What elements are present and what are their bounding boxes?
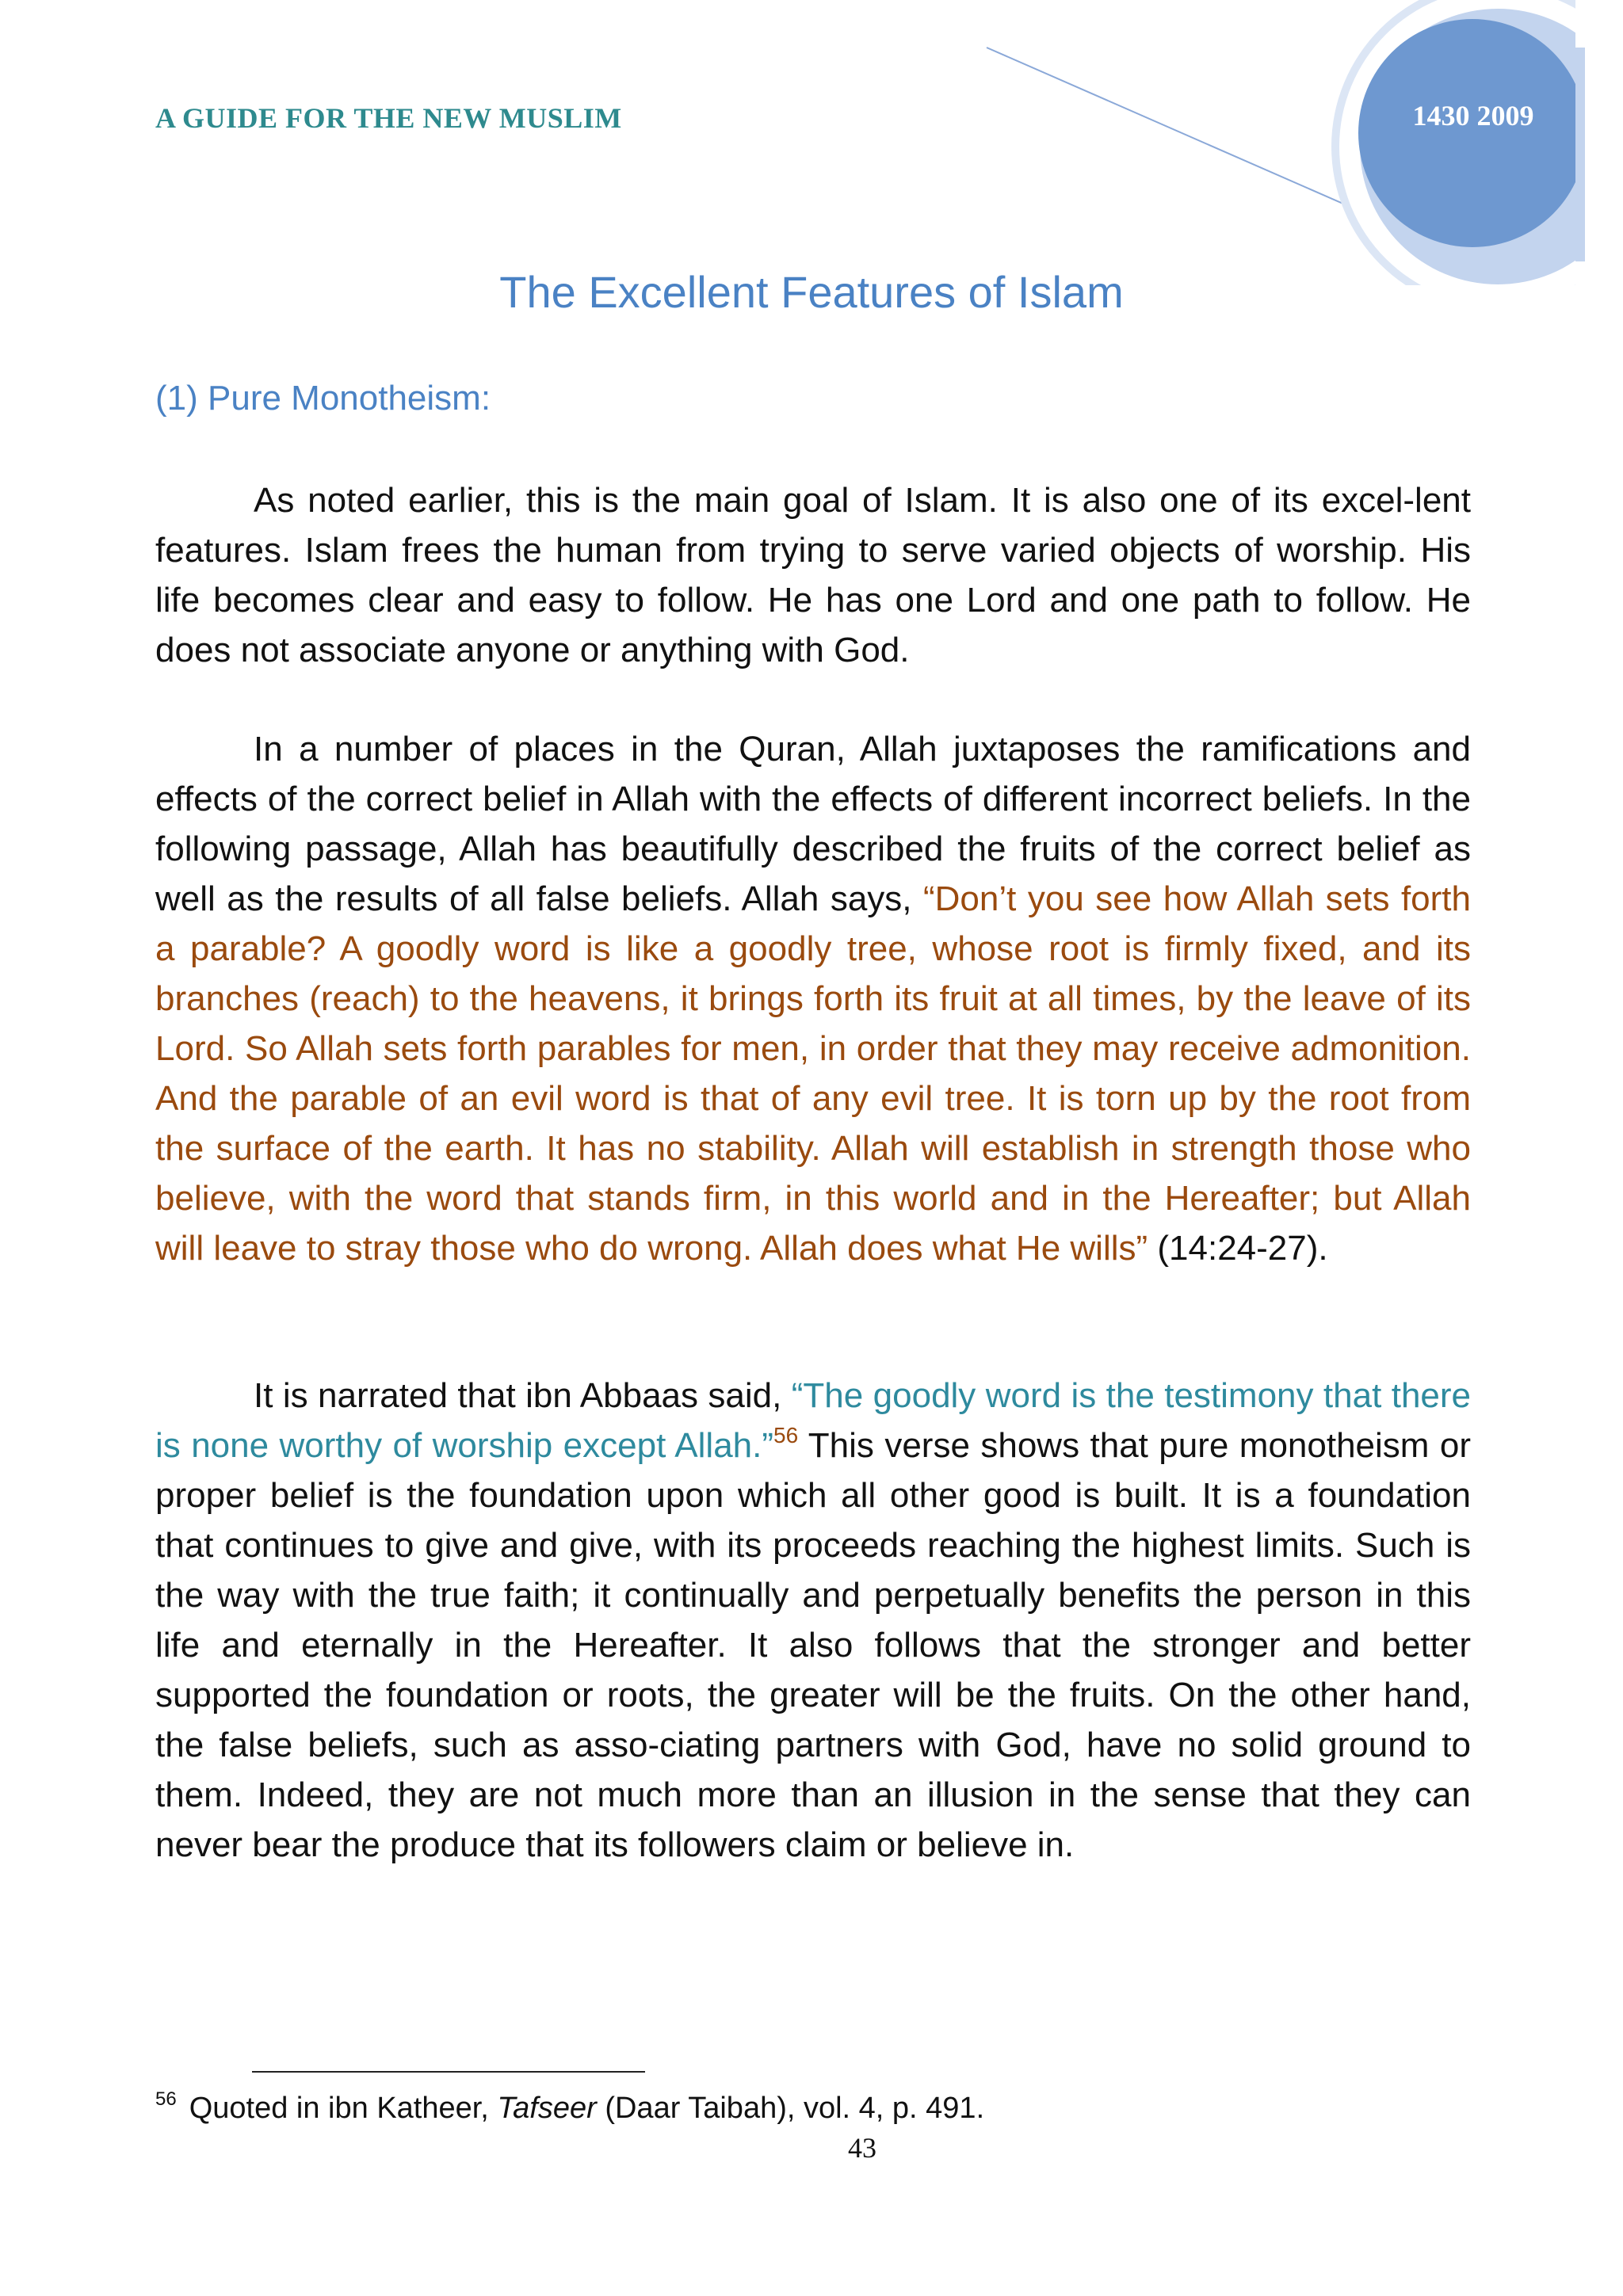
footnote	[155, 2088, 985, 2126]
footnote-number: 56	[155, 2088, 177, 2110]
paragraph-1	[155, 475, 1471, 675]
footnote-text: Quoted in ibn Katheer,	[189, 2092, 498, 2125]
quran-quote: “Don’t you see how Allah sets forth a parable? A goodly word is like a goodly tree, whose root is firmly fixed, and its branches (reach) to the heavens, it brings forth its fruit at all times, by the leave of its Lord. So Allah sets forth parables for men, in order that they may receive admonition. And the parable of an evil word is that of any evil tree. It is torn up by the root from the surface of the earth. It has no stability. Allah will establish in strength those who believe, with the word that stands firm, in this world and in the Hereafter; but Allah will leave to stray those who do wrong. Allah does what He wills”	[155, 879, 1471, 1268]
paragraph-3-text: It is narrated that ibn Abbaas said,	[254, 1376, 792, 1415]
footnote-italic: Tafseer	[497, 2092, 597, 2125]
page-title: The Excellent Features of Islam	[499, 267, 1124, 317]
footnote-text-end: (Daar Taibah), vol. 4, p. 491.	[596, 2092, 985, 2125]
header-title: A GUIDE FOR THE NEW MUSLIM	[155, 102, 622, 134]
paragraph-2-text: In a number of places in the Quran, Allah juxtaposes the ramifications and effects of the correct belief in Allah with the effects of different incorrect beliefs. In the following passage, Allah has beautifully described the fruits of the correct belief as well as the results of all false beliefs. Allah says,	[155, 730, 1471, 918]
paragraph-3-rest: This verse shows that pure monotheism or proper belief is the foundation upon which all other good is built. It is a foundation that continues to give and give, with its proceeds reaching the highest limits. Such is the way with the true faith; it continually and perpetually benefits the person in this life and eternally in the Hereafter. It also follows that the stronger and better supported the foundation or roots, the greater will be the fruits. On the other hand, the false beliefs, such as asso-ciating partners with God, have no solid ground to them. Indeed, they are not much more than an illusion in the sense that they can never bear the produce that its followers claim or believe in.	[155, 1426, 1471, 1864]
header-year: 1430 2009	[1412, 100, 1534, 132]
footnote-divider	[252, 2071, 645, 2073]
hadith-quote: “The goodly word is the testimony that there is none worthy of worship except Allah.”	[155, 1376, 1472, 1465]
page-number: 43	[848, 2132, 876, 2164]
paragraph-2	[155, 724, 1471, 1273]
section-heading: (1) Pure Monotheism:	[155, 379, 491, 418]
header-decoration	[0, 0, 1623, 285]
quran-reference: (14:24-27).	[1148, 1229, 1328, 1268]
footnote-reference[interactable]: 56	[773, 1423, 799, 1447]
paragraph-1-text: As noted earlier, this is the main goal of Islam. It is also one of its excel-lent features. Islam frees the human from trying to serve varied objects of worship. His life becomes clear and easy to follow. He has one Lord and one path to follow. He does not associate anyone or anything with God.	[155, 481, 1471, 669]
paragraph-3	[155, 1371, 1471, 1870]
